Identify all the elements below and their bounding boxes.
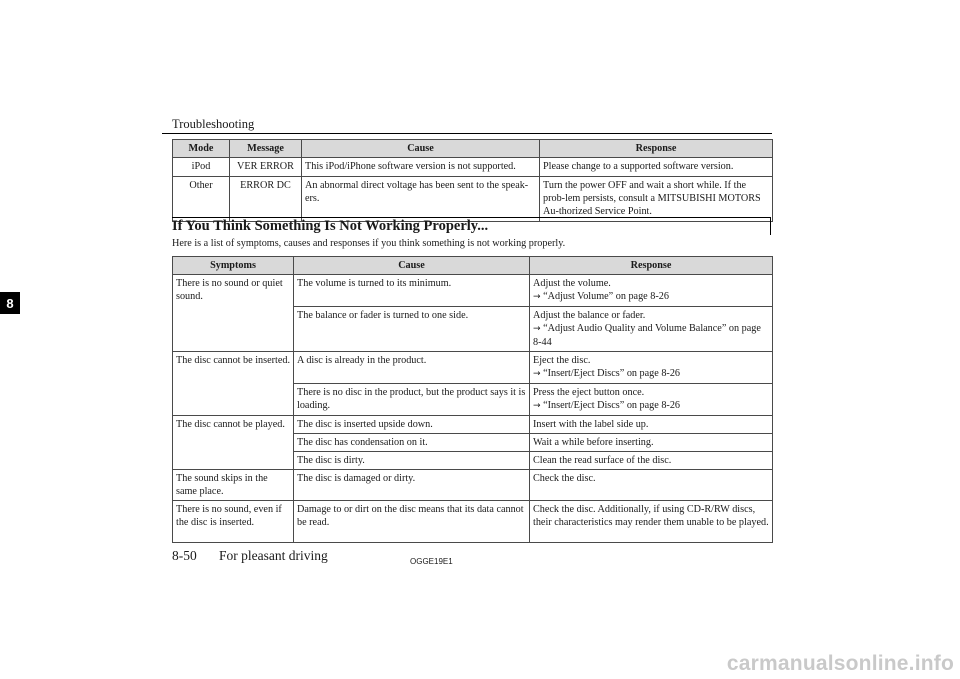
table-row — [173, 416, 773, 434]
response-cell: Wait a while before inserting. — [530, 434, 773, 452]
message-cell: VER ERROR — [230, 158, 302, 177]
symptom-cell: The disc cannot be inserted. — [173, 352, 294, 416]
page-number: 8-50 — [172, 548, 197, 563]
symptom-table — [172, 256, 773, 543]
symptom-cell: The disc cannot be played. — [173, 416, 294, 470]
section-title: If You Think Something Is Not Working Properly... — [172, 217, 771, 235]
response-cell: Please change to a supported software version. — [540, 158, 773, 177]
cause-cell: The volume is turned to its minimum. — [294, 275, 530, 307]
symptom-cell: There is no sound, even if the disc is inserted. — [173, 501, 294, 543]
mode-cell: iPod — [173, 158, 230, 177]
cause-cell: A disc is already in the product. — [294, 352, 530, 384]
header-response: Response — [540, 140, 773, 158]
right-arrow-icon: → — [533, 369, 541, 379]
right-arrow-icon: → — [533, 324, 541, 334]
cause-cell: This iPod/iPhone software version is not supported. — [302, 158, 540, 177]
mode-cell: Other — [173, 177, 230, 222]
table-row — [173, 177, 773, 222]
table-row — [173, 275, 773, 307]
response-text: Adjust the volume. — [533, 278, 611, 289]
table-row — [173, 470, 773, 501]
response-cell — [530, 307, 773, 352]
response-cell — [530, 275, 773, 307]
response-cell — [530, 352, 773, 384]
section-header: Troubleshooting — [172, 117, 255, 131]
right-arrow-icon: → — [533, 401, 541, 411]
table-row — [173, 501, 773, 543]
message-table-header — [173, 140, 773, 158]
document-code: OGGE19E1 — [410, 557, 453, 566]
message-table — [172, 139, 773, 222]
watermark: carmanualsonline.info — [726, 652, 954, 675]
symptom-cell: There is no sound or quiet sound. — [173, 275, 294, 352]
cause-cell: The disc has condensation on it. — [294, 434, 530, 452]
page-reference — [533, 367, 769, 381]
cause-cell: The disc is dirty. — [294, 452, 530, 470]
cause-cell: An abnormal direct voltage has been sent to the speak-ers. — [302, 177, 540, 222]
response-cell: Clean the read surface of the disc. — [530, 452, 773, 470]
header-rule — [162, 133, 772, 134]
chapter-tab: 8 — [0, 292, 20, 314]
header-response: Response — [530, 257, 773, 275]
page-reference — [533, 399, 769, 413]
page-reference-text: “Adjust Audio Quality and Volume Balance” on page 8-44 — [533, 323, 761, 348]
header-symptoms: Symptoms — [173, 257, 294, 275]
cause-cell: Damage to or dirt on the disc means that its data cannot be read. — [294, 501, 530, 543]
header-mode: Mode — [173, 140, 230, 158]
response-text: Eject the disc. — [533, 355, 591, 366]
symptom-cell: The sound skips in the same place. — [173, 470, 294, 501]
section-intro: Here is a list of symptoms, causes and responses if you think something is not working properly. — [172, 238, 566, 249]
symptom-table-header — [173, 257, 773, 275]
footer-title: For pleasant driving — [219, 548, 328, 563]
response-text: Press the eject button once. — [533, 387, 645, 398]
response-text: Adjust the balance or fader. — [533, 310, 646, 321]
cause-cell: The balance or fader is turned to one side. — [294, 307, 530, 352]
page-reference-text: “Insert/Eject Discs” on page 8-26 — [543, 400, 681, 411]
cause-cell: There is no disc in the product, but the product says it is loading. — [294, 384, 530, 416]
response-cell: Insert with the label side up. — [530, 416, 773, 434]
header-cause: Cause — [294, 257, 530, 275]
response-cell — [530, 384, 773, 416]
right-arrow-icon: → — [533, 292, 541, 302]
table-row — [173, 158, 773, 177]
response-cell: Check the disc. — [530, 470, 773, 501]
message-cell: ERROR DC — [230, 177, 302, 222]
cause-cell: The disc is damaged or dirty. — [294, 470, 530, 501]
header-message: Message — [230, 140, 302, 158]
page-reference-text: “Insert/Eject Discs” on page 8-26 — [543, 368, 681, 379]
page-reference — [533, 322, 769, 349]
page-reference-text: “Adjust Volume” on page 8-26 — [543, 291, 669, 302]
response-cell: Turn the power OFF and wait a short while. If the prob-lem persists, consult a MITSUBISHI MOTORS Au-thorized Service Point. — [540, 177, 773, 222]
response-cell: Check the disc. Additionally, if using CD-R/RW discs, their characteristics may render them unable to be played. — [530, 501, 773, 543]
cause-cell: The disc is inserted upside down. — [294, 416, 530, 434]
header-cause: Cause — [302, 140, 540, 158]
page-reference — [533, 290, 769, 304]
table-row — [173, 352, 773, 384]
